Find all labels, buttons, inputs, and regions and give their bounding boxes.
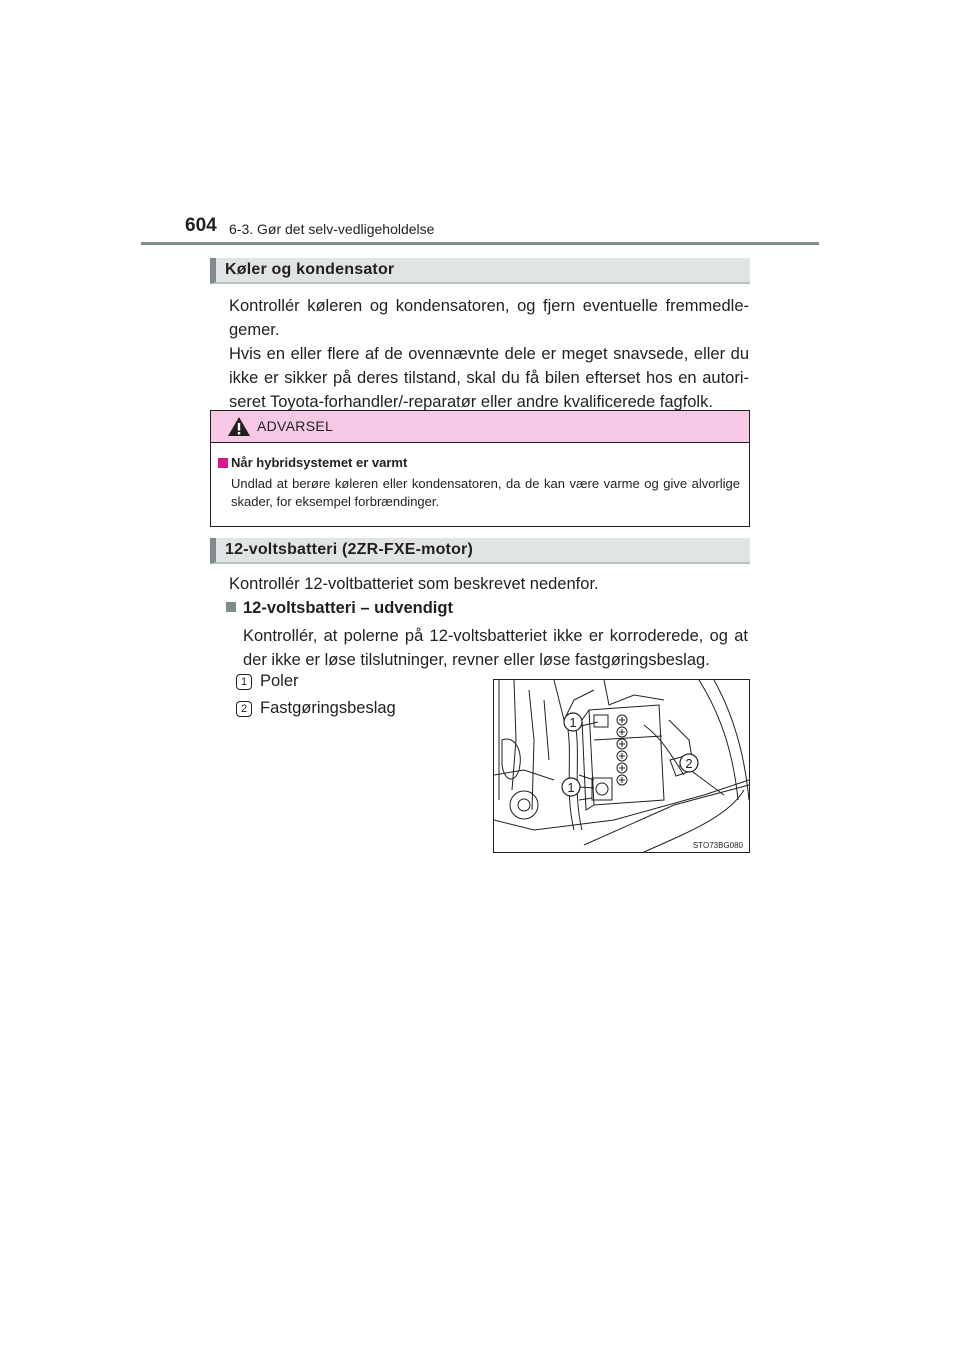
callout-label: 1 — [567, 780, 575, 795]
callout-1-bottom — [562, 778, 580, 796]
legend-number: 1 — [236, 674, 252, 690]
warning-header — [211, 411, 749, 443]
text-line: ikke er sikker på deres tilstand, skal du få bilen efterset hos en autori- — [229, 369, 749, 387]
section1-paragraph1 — [229, 294, 749, 342]
section-heading-battery — [210, 538, 750, 564]
legend-number: 2 — [236, 701, 252, 717]
battery-subheading: 12-voltsbatteri – udvendigt — [243, 599, 453, 617]
battery-drawing — [494, 680, 749, 852]
legend-label: Fastgøringsbeslag — [260, 699, 396, 717]
section-heading-text: 12-voltsbatteri (2ZR-FXE-motor) — [225, 541, 473, 558]
figure-code: STO73BG080 — [692, 841, 743, 850]
section-heading-radiator — [210, 258, 750, 284]
chapter-title: 6-3. Gør det selv-vedligeholdelse — [229, 221, 435, 237]
warning-title: ADVARSEL — [257, 418, 334, 434]
legend-label: Poler — [260, 672, 299, 690]
callout-2 — [680, 754, 698, 772]
battery-illustration — [493, 679, 750, 853]
section2-intro: Kontrollér 12-voltbatteriet som beskrevet nedenfor. — [229, 575, 599, 593]
section1-paragraph2 — [229, 342, 749, 414]
text-line: gemer. — [229, 321, 280, 339]
warning-triangle-icon — [227, 416, 251, 437]
warning-box — [210, 410, 750, 527]
section-heading-text: Køler og kondensator — [225, 261, 395, 278]
text-line: Hvis en eller flere af de ovennævnte dele er meget snavsede, eller du — [229, 345, 749, 363]
text-line: seret Toyota-forhandler/-reparatør eller andre kvalificerede fagfolk. — [229, 393, 713, 411]
text-line: Kontrollér køleren og kondensatoren, og fjern eventuelle fremmedle- — [229, 297, 749, 315]
battery-paragraph — [243, 624, 748, 672]
callout-label: 1 — [569, 715, 577, 730]
callout-label: 2 — [685, 756, 693, 771]
warning-subheading: Når hybridsystemet er varmt — [231, 455, 408, 470]
page-number: 604 — [185, 215, 217, 236]
callout-1-top — [564, 713, 582, 731]
warning-text: Undlad at berøre køleren eller kondensatoren, da de kan være varme og give alvorlige skader, for eksempel forbrændinger. — [231, 476, 740, 509]
text-line: Kontrollér, at polerne på 12-voltsbatteriet ikke er korroderede, og at — [243, 627, 748, 645]
text-line: der ikke er løse tilslutninger, revner eller løse fastgøringsbeslag. — [243, 651, 710, 669]
subheading-bullet-icon — [226, 602, 236, 612]
warning-bullet-icon — [218, 458, 228, 468]
header-rule — [141, 242, 819, 245]
